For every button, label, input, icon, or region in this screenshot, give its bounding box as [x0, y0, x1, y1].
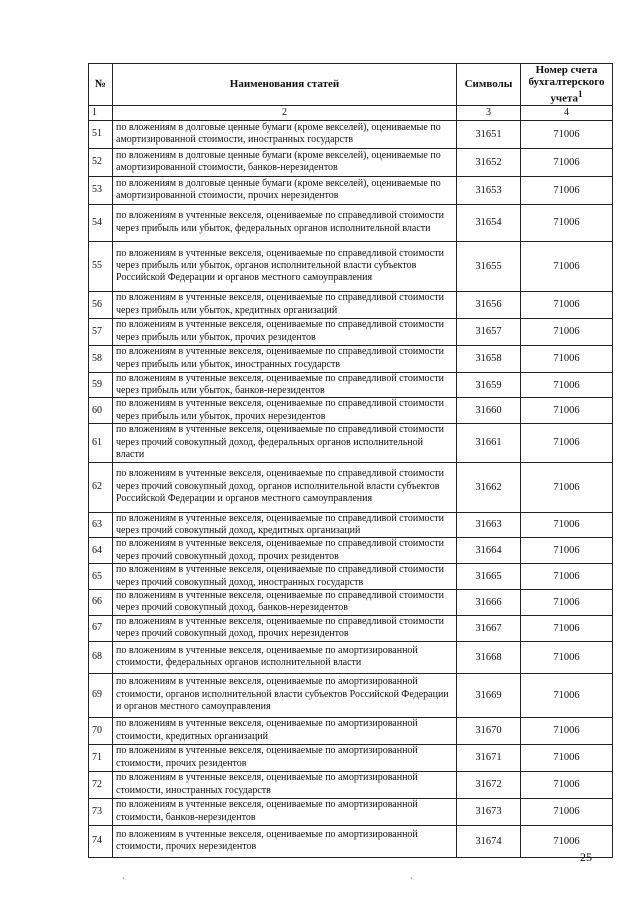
row-symbol: 31655: [457, 241, 521, 291]
row-number: 60: [89, 398, 113, 424]
row-name: по вложениям в учтенные векселя, оцениваемые по справедливой стоимости через прибыль или убыток, органов исполнительной власти субъектов Российской Федерации и органов местного самоуправления: [113, 241, 457, 291]
row-account: 71006: [521, 176, 613, 204]
row-symbol: 31660: [457, 398, 521, 424]
table-row: [89, 717, 613, 744]
row-name: по вложениям в учтенные векселя, оцениваемые по справедливой стоимости через прибыль или убыток, кредитных организаций: [113, 291, 457, 318]
row-name: по вложениям в учтенные векселя, оцениваемые по амортизированной стоимости, федеральных органов исполнительной власти: [113, 641, 457, 673]
table-row: [89, 771, 613, 798]
row-name: по вложениям в учтенные векселя, оцениваемые по справедливой стоимости через прибыль или убыток, банков-нерезидентов: [113, 372, 457, 398]
table-row: [89, 673, 613, 717]
row-number: 65: [89, 564, 113, 590]
column-number: 3: [457, 105, 521, 120]
row-name: по вложениям в учтенные векселя, оцениваемые по справедливой стоимости через прочий совокупный доход, банков-нерезидентов: [113, 589, 457, 615]
row-number: 57: [89, 318, 113, 345]
page-number: 25: [580, 850, 592, 864]
row-name: по вложениям в учтенные векселя, оцениваемые по амортизированной стоимости, банков-нерезидентов: [113, 798, 457, 825]
header-account: [521, 64, 613, 106]
column-numbers-row: [89, 105, 613, 120]
row-name: по вложениям в учтенные векселя, оцениваемые по справедливой стоимости через прибыль или убыток, иностранных государств: [113, 345, 457, 372]
footnote-mark: 1: [578, 89, 583, 99]
column-number: 4: [521, 105, 613, 120]
row-account: 71006: [521, 512, 613, 538]
row-number: 55: [89, 241, 113, 291]
table-row: [89, 424, 613, 462]
table-row: [89, 345, 613, 372]
row-account: 71006: [521, 291, 613, 318]
row-symbol: 31667: [457, 615, 521, 641]
scan-speck: `: [410, 876, 413, 886]
row-account: 71006: [521, 398, 613, 424]
row-account: 71006: [521, 372, 613, 398]
row-name: по вложениям в долговые ценные бумаги (кроме векселей), оцениваемые по амортизированной стоимости, иностранных государств: [113, 120, 457, 148]
row-name: по вложениям в учтенные векселя, оцениваемые по амортизированной стоимости, кредитных организаций: [113, 717, 457, 744]
row-symbol: 31668: [457, 641, 521, 673]
table-row: [89, 148, 613, 176]
table-row: [89, 564, 613, 590]
table-row: [89, 615, 613, 641]
row-account: 71006: [521, 318, 613, 345]
accounts-table: [88, 63, 613, 858]
row-symbol: 31673: [457, 798, 521, 825]
row-name: по вложениям в учтенные векселя, оцениваемые по справедливой стоимости через прочий совокупный доход, иностранных государств: [113, 564, 457, 590]
table-row: [89, 291, 613, 318]
row-symbol: 31669: [457, 673, 521, 717]
row-symbol: 31657: [457, 318, 521, 345]
row-number: 68: [89, 641, 113, 673]
row-number: 58: [89, 345, 113, 372]
row-number: 62: [89, 462, 113, 512]
row-symbol: 31659: [457, 372, 521, 398]
row-name: по вложениям в учтенные векселя, оцениваемые по амортизированной стоимости, прочих нерезидентов: [113, 825, 457, 857]
row-number: 71: [89, 744, 113, 771]
row-symbol: 31651: [457, 120, 521, 148]
row-name: по вложениям в учтенные векселя, оцениваемые по справедливой стоимости через прочий совокупный доход, прочих резидентов: [113, 538, 457, 564]
table-row: [89, 372, 613, 398]
row-number: 56: [89, 291, 113, 318]
row-symbol: 31672: [457, 771, 521, 798]
column-number: 2: [113, 105, 457, 120]
row-symbol: 31661: [457, 424, 521, 462]
table-row: [89, 120, 613, 148]
row-name: по вложениям в долговые ценные бумаги (кроме векселей), оцениваемые по амортизированной стоимости, прочих нерезидентов: [113, 176, 457, 204]
table-row: [89, 825, 613, 857]
row-number: 53: [89, 176, 113, 204]
scan-speck: `: [122, 876, 125, 886]
table-row: [89, 512, 613, 538]
row-number: 66: [89, 589, 113, 615]
table-row: [89, 204, 613, 241]
row-symbol: 31666: [457, 589, 521, 615]
table-header-row: [89, 64, 613, 106]
row-name: по вложениям в учтенные векселя, оцениваемые по амортизированной стоимости, органов исполнительной власти субъектов Российской Федерации и органов местного самоуправления: [113, 673, 457, 717]
row-name: по вложениям в учтенные векселя, оцениваемые по справедливой стоимости через прочий совокупный доход, федеральных органов исполнительной власти: [113, 424, 457, 462]
row-number: 73: [89, 798, 113, 825]
row-number: 72: [89, 771, 113, 798]
row-account: 71006: [521, 204, 613, 241]
row-account: 71006: [521, 798, 613, 825]
header-num: №: [89, 64, 113, 106]
table-row: [89, 462, 613, 512]
row-number: 52: [89, 148, 113, 176]
row-account: 71006: [521, 615, 613, 641]
row-symbol: 31670: [457, 717, 521, 744]
row-number: 59: [89, 372, 113, 398]
table-row: [89, 241, 613, 291]
column-number: 1: [89, 105, 113, 120]
row-number: 74: [89, 825, 113, 857]
row-account: 71006: [521, 589, 613, 615]
row-account: 71006: [521, 120, 613, 148]
row-account: 71006: [521, 424, 613, 462]
row-name: по вложениям в учтенные векселя, оцениваемые по справедливой стоимости через прочий совокупный доход, органов исполнительной власти субъектов Российской Федерации и органов местного самоуправления: [113, 462, 457, 512]
row-number: 64: [89, 538, 113, 564]
row-account: 71006: [521, 825, 613, 857]
row-account: 71006: [521, 345, 613, 372]
table-row: [89, 538, 613, 564]
row-name: по вложениям в учтенные векселя, оцениваемые по справедливой стоимости через прочий совокупный доход, кредитных организаций: [113, 512, 457, 538]
row-account: 71006: [521, 538, 613, 564]
table-row: [89, 641, 613, 673]
row-symbol: 31653: [457, 176, 521, 204]
row-symbol: 31662: [457, 462, 521, 512]
row-symbol: 31663: [457, 512, 521, 538]
header-name: Наименования статей: [113, 64, 457, 106]
row-name: по вложениям в учтенные векселя, оцениваемые по справедливой стоимости через прочий совокупный доход, прочих нерезидентов: [113, 615, 457, 641]
row-name: по вложениям в учтенные векселя, оцениваемые по справедливой стоимости через прибыль или убыток, прочих резидентов: [113, 318, 457, 345]
row-account: 71006: [521, 641, 613, 673]
row-symbol: 31656: [457, 291, 521, 318]
table-row: [89, 589, 613, 615]
row-number: 54: [89, 204, 113, 241]
row-account: 71006: [521, 241, 613, 291]
row-account: 71006: [521, 462, 613, 512]
row-account: 71006: [521, 744, 613, 771]
table-row: [89, 744, 613, 771]
row-symbol: 31658: [457, 345, 521, 372]
table-row: [89, 798, 613, 825]
row-name: по вложениям в учтенные векселя, оцениваемые по справедливой стоимости через прибыль или убыток, федеральных органов исполнительной власти: [113, 204, 457, 241]
row-symbol: 31665: [457, 564, 521, 590]
row-name: по вложениям в учтенные векселя, оцениваемые по справедливой стоимости через прибыль или убыток, прочих нерезидентов: [113, 398, 457, 424]
row-symbol: 31654: [457, 204, 521, 241]
row-number: 63: [89, 512, 113, 538]
row-account: 71006: [521, 148, 613, 176]
row-symbol: 31674: [457, 825, 521, 857]
row-symbol: 31671: [457, 744, 521, 771]
row-number: 51: [89, 120, 113, 148]
table-row: [89, 176, 613, 204]
row-account: 71006: [521, 717, 613, 744]
row-account: 71006: [521, 673, 613, 717]
row-number: 67: [89, 615, 113, 641]
row-symbol: 31652: [457, 148, 521, 176]
row-symbol: 31664: [457, 538, 521, 564]
row-name: по вложениям в долговые ценные бумаги (кроме векселей), оцениваемые по амортизированной стоимости, банков-нерезидентов: [113, 148, 457, 176]
row-number: 70: [89, 717, 113, 744]
header-symbols: Символы: [457, 64, 521, 106]
header-account-label: Номер счета бухгалтерского учета: [528, 64, 605, 105]
row-number: 61: [89, 424, 113, 462]
row-number: 69: [89, 673, 113, 717]
row-account: 71006: [521, 564, 613, 590]
row-account: 71006: [521, 771, 613, 798]
table-row: [89, 398, 613, 424]
row-name: по вложениям в учтенные векселя, оцениваемые по амортизированной стоимости, прочих резидентов: [113, 744, 457, 771]
table-row: [89, 318, 613, 345]
row-name: по вложениям в учтенные векселя, оцениваемые по амортизированной стоимости, иностранных государств: [113, 771, 457, 798]
